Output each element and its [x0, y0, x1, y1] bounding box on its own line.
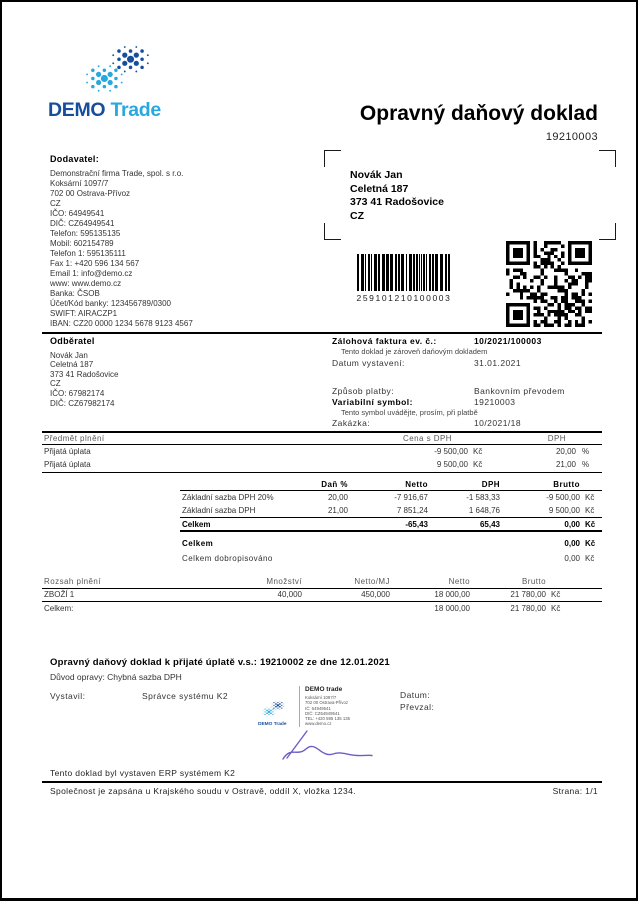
- total-row: [180, 551, 602, 566]
- tax-rate: 21,00: [327, 506, 348, 515]
- document-number: 19210003: [545, 131, 598, 143]
- tax-table-header: [180, 478, 602, 491]
- supplier-line: Email 1: info@demo.cz: [50, 269, 133, 278]
- subject-pct: %: [582, 460, 590, 470]
- item-netto: 18 000,00: [434, 590, 470, 600]
- total-currency: Kč: [585, 539, 596, 548]
- logo-wordmark: [48, 99, 161, 122]
- stamp-text: [299, 686, 350, 727]
- advance-invoice-label: Zálohová faktura ev. č.:: [332, 336, 437, 346]
- scope-total-currency: Kč: [551, 604, 561, 614]
- col-header-subject: Předmět plnění: [44, 433, 105, 443]
- supplier-block: [50, 154, 193, 329]
- col-header-netto-mj: Netto/MJ: [354, 576, 390, 586]
- title-block: [360, 102, 598, 143]
- item-name: ZBOŽÍ 1: [44, 590, 75, 600]
- supplier-line: IBAN: CZ20 0000 1234 5678 9123 4567: [50, 319, 193, 328]
- logo-demo-text: DEMO: [48, 99, 106, 121]
- item-currency: Kč: [551, 590, 561, 600]
- col-header-dph: DPH: [481, 479, 500, 489]
- tax-table: [180, 478, 602, 566]
- total-label: Celkem: [182, 539, 214, 548]
- tax-currency: Kč: [585, 493, 595, 502]
- handwritten-signature: [273, 728, 378, 760]
- scope-total-netto: 18 000,00: [434, 604, 470, 614]
- supplier-line: 702 00 Ostrava-Přívoz: [50, 189, 131, 198]
- col-header-netto: Netto: [448, 576, 470, 586]
- correction-reason: Důvod opravy: Chybná sazba DPH: [50, 672, 182, 682]
- recipient-line: Novák Jan: [350, 169, 403, 181]
- tax-total-brutto: 0,00: [564, 519, 580, 529]
- tax-rate: 20,00: [327, 493, 348, 502]
- barcode-bars: [357, 254, 451, 291]
- order-label: Zakázka:: [332, 418, 371, 428]
- item-brutto: 21 780,00: [510, 590, 546, 600]
- erp-note: Tento doklad byl vystaven ERP systémem K2: [50, 768, 236, 778]
- subject-table: [42, 431, 602, 473]
- credited-currency: Kč: [585, 554, 595, 563]
- tax-dph: -1 583,33: [466, 493, 500, 502]
- stamp-line: TEL: +420 595 135 135: [305, 716, 351, 722]
- supplier-line: Telefon 1: 595135111: [50, 249, 126, 258]
- col-header-vat: DPH: [547, 433, 566, 443]
- tax-total-dph: 65,43: [479, 519, 500, 529]
- subject-pct: %: [582, 446, 590, 456]
- advance-invoice-row: [332, 336, 604, 347]
- advance-invoice-note: Tento doklad je zároveň daňovým dokladem: [341, 347, 488, 356]
- tax-dph: 1 648,76: [468, 506, 500, 515]
- supplier-line: www: www.demo.cz: [50, 279, 122, 288]
- col-header-brutto: Brutto: [521, 576, 546, 586]
- page-title: Opravný daňový doklad: [359, 102, 598, 125]
- divider-rule: [42, 332, 602, 334]
- table-row: [42, 458, 602, 472]
- subject-price: -9 500,00: [434, 446, 468, 456]
- customer-line: IČO: 67982174: [50, 388, 105, 398]
- recipient-line: 373 41 Radošovice: [350, 196, 444, 208]
- stamp-line: DIČ: CZ64949541: [305, 710, 340, 716]
- stamp-line: IČ: 64949541: [305, 705, 331, 711]
- tax-brutto: -9 500,00: [546, 493, 580, 502]
- address-window: [324, 150, 616, 240]
- barcode: [356, 254, 452, 303]
- order-value: 10/2021/18: [474, 418, 522, 428]
- supplier-line: CZ: [50, 199, 61, 208]
- variable-symbol-label: Variabilní symbol:: [332, 396, 413, 407]
- page-indicator: Strana: 1/1: [552, 786, 598, 796]
- crop-mark-bottom-left: [324, 223, 341, 240]
- col-header-scope: Rozsah plnění: [44, 576, 101, 586]
- payment-method-label: Způsob platby:: [332, 385, 395, 396]
- variable-symbol-value: 19210003: [474, 396, 516, 407]
- tax-total-label: Celkem: [182, 519, 211, 529]
- scope-table: [42, 575, 602, 616]
- issue-date-row: [332, 358, 604, 369]
- received-by-label: Převzal:: [400, 702, 435, 712]
- tax-total-netto: -65,43: [405, 519, 428, 529]
- supplier-line: Koksární 1097/7: [50, 179, 109, 188]
- supplier-line: Fax 1: +420 596 134 567: [50, 259, 140, 268]
- company-stamp: [255, 686, 397, 760]
- stamp-line: Koksární 1097/7: [305, 695, 337, 700]
- payment-method-row: [332, 386, 604, 397]
- barcode-value: 259101210100003: [356, 293, 452, 303]
- subject-currency: Kč: [473, 460, 483, 470]
- tax-netto: 7 851,24: [396, 506, 428, 515]
- crop-mark-top-right: [599, 150, 616, 167]
- recipient-line: CZ: [350, 209, 364, 222]
- customer-line: Celetná 187: [50, 360, 94, 370]
- customer-line: Novák Jan: [50, 350, 88, 360]
- stamp-line: 702 00 Ostrava-Přívoz: [305, 700, 348, 706]
- subject-name: Přijatá úplata: [44, 446, 91, 456]
- tax-total-row: [180, 517, 602, 532]
- issue-date-value: 31.01.2021: [474, 357, 522, 368]
- tax-name: Základní sazba DPH 20%: [182, 493, 274, 502]
- stamp-caption: DEMO Trade: [258, 722, 287, 727]
- supplier-line: IČO: 64949541: [50, 209, 105, 218]
- scope-total-row: [42, 602, 602, 616]
- item-qty: 40,000: [277, 590, 302, 600]
- tax-total-currency: Kč: [585, 519, 596, 529]
- date-label: Datum:: [400, 690, 431, 700]
- subject-price: 9 500,00: [436, 460, 468, 470]
- subject-currency: Kč: [473, 446, 483, 456]
- correction-title: Opravný daňový doklad k přijaté úplatě v.s.: 19210002 ze dne 12.01.2021: [50, 657, 390, 668]
- footer-rule: [42, 781, 602, 783]
- subject-vat: 20,00: [555, 446, 576, 456]
- table-row: [180, 504, 602, 517]
- subject-name: Přijatá úplata: [44, 460, 91, 470]
- supplier-line: Demonstrační firma Trade, spol. s r.o.: [50, 169, 184, 178]
- supplier-line: Účet/Kód banky: 123456789/0300: [50, 299, 171, 308]
- credited-label: Celkem dobropisováno: [182, 554, 273, 563]
- footer-company-note: Společnost je zapsána u Krajského soudu v Ostravě, oddíl X, vložka 1234.: [50, 786, 356, 796]
- table-row: [180, 491, 602, 504]
- correction-block: [50, 657, 390, 682]
- col-header-qty: Množství: [266, 576, 302, 586]
- col-header-brutto: Brutto: [553, 479, 580, 489]
- col-header-price: Cena s DPH: [403, 433, 452, 443]
- tax-netto: -7 916,67: [394, 493, 428, 502]
- tax-brutto: 9 500,00: [548, 506, 580, 515]
- recipient-line: Celetná 187: [350, 182, 409, 195]
- supplier-line: Telefon: 595135135: [50, 229, 121, 238]
- recipient-address: [350, 169, 444, 223]
- variable-symbol-note: Tento symbol uvádějte, prosím, při platbě: [341, 407, 478, 417]
- total-row: [180, 536, 602, 551]
- col-header-netto: Netto: [405, 479, 428, 489]
- supplier-line: SWIFT: AIRACZP1: [50, 309, 118, 318]
- totals-block: [180, 536, 602, 566]
- issued-by-value: Správce systému K2: [142, 691, 229, 701]
- stamp-brand: DEMO trade: [305, 686, 343, 693]
- scope-table-header: [42, 575, 602, 589]
- crop-mark-bottom-right: [599, 223, 616, 240]
- supplier-line: Banka: ČSOB: [50, 289, 100, 298]
- invoice-info: [332, 336, 604, 429]
- total-value: 0,00: [564, 539, 580, 548]
- supplier-label: Dodavatel:: [50, 154, 100, 164]
- customer-line: CZ: [50, 379, 61, 389]
- subject-table-header: [42, 431, 602, 445]
- customer-line: 373 41 Radošovice: [50, 369, 119, 379]
- variable-symbol-row: [332, 397, 604, 408]
- supplier-line: Mobil: 602154789: [50, 239, 114, 248]
- issue-date-label: Datum vystavení:: [332, 357, 405, 368]
- col-header-rate: Daň %: [321, 479, 348, 489]
- order-row: [332, 418, 604, 429]
- qr-code: [506, 241, 592, 327]
- stamp-line: www.demo.cz: [305, 721, 332, 727]
- credited-value: 0,00: [564, 554, 580, 563]
- issued-by-label: Vystavil:: [50, 691, 86, 701]
- table-row: [42, 445, 602, 459]
- tax-name: Základní sazba DPH: [182, 506, 256, 515]
- advance-invoice-value: 10/2021/100003: [474, 336, 542, 346]
- crop-mark-top-left: [324, 150, 341, 167]
- logo-trade-text: Trade: [110, 99, 161, 121]
- subject-vat: 21,00: [555, 460, 576, 470]
- customer-line: DIČ: CZ67982174: [50, 398, 115, 408]
- customer-label: Odběratel: [50, 336, 95, 346]
- payment-method-value: Bankovním převodem: [474, 385, 565, 396]
- supplier-line: DIČ: CZ64949541: [50, 219, 115, 228]
- stamp-logo: [257, 698, 291, 720]
- item-netto-mj: 450,000: [361, 590, 390, 600]
- tax-currency: Kč: [585, 506, 595, 515]
- demo-trade-logo: [58, 40, 180, 100]
- scope-total-label: Celkem:: [44, 604, 74, 614]
- customer-block: [50, 337, 119, 408]
- table-row: [42, 589, 602, 603]
- spacer: [332, 369, 604, 386]
- scope-total-brutto: 21 780,00: [510, 604, 546, 614]
